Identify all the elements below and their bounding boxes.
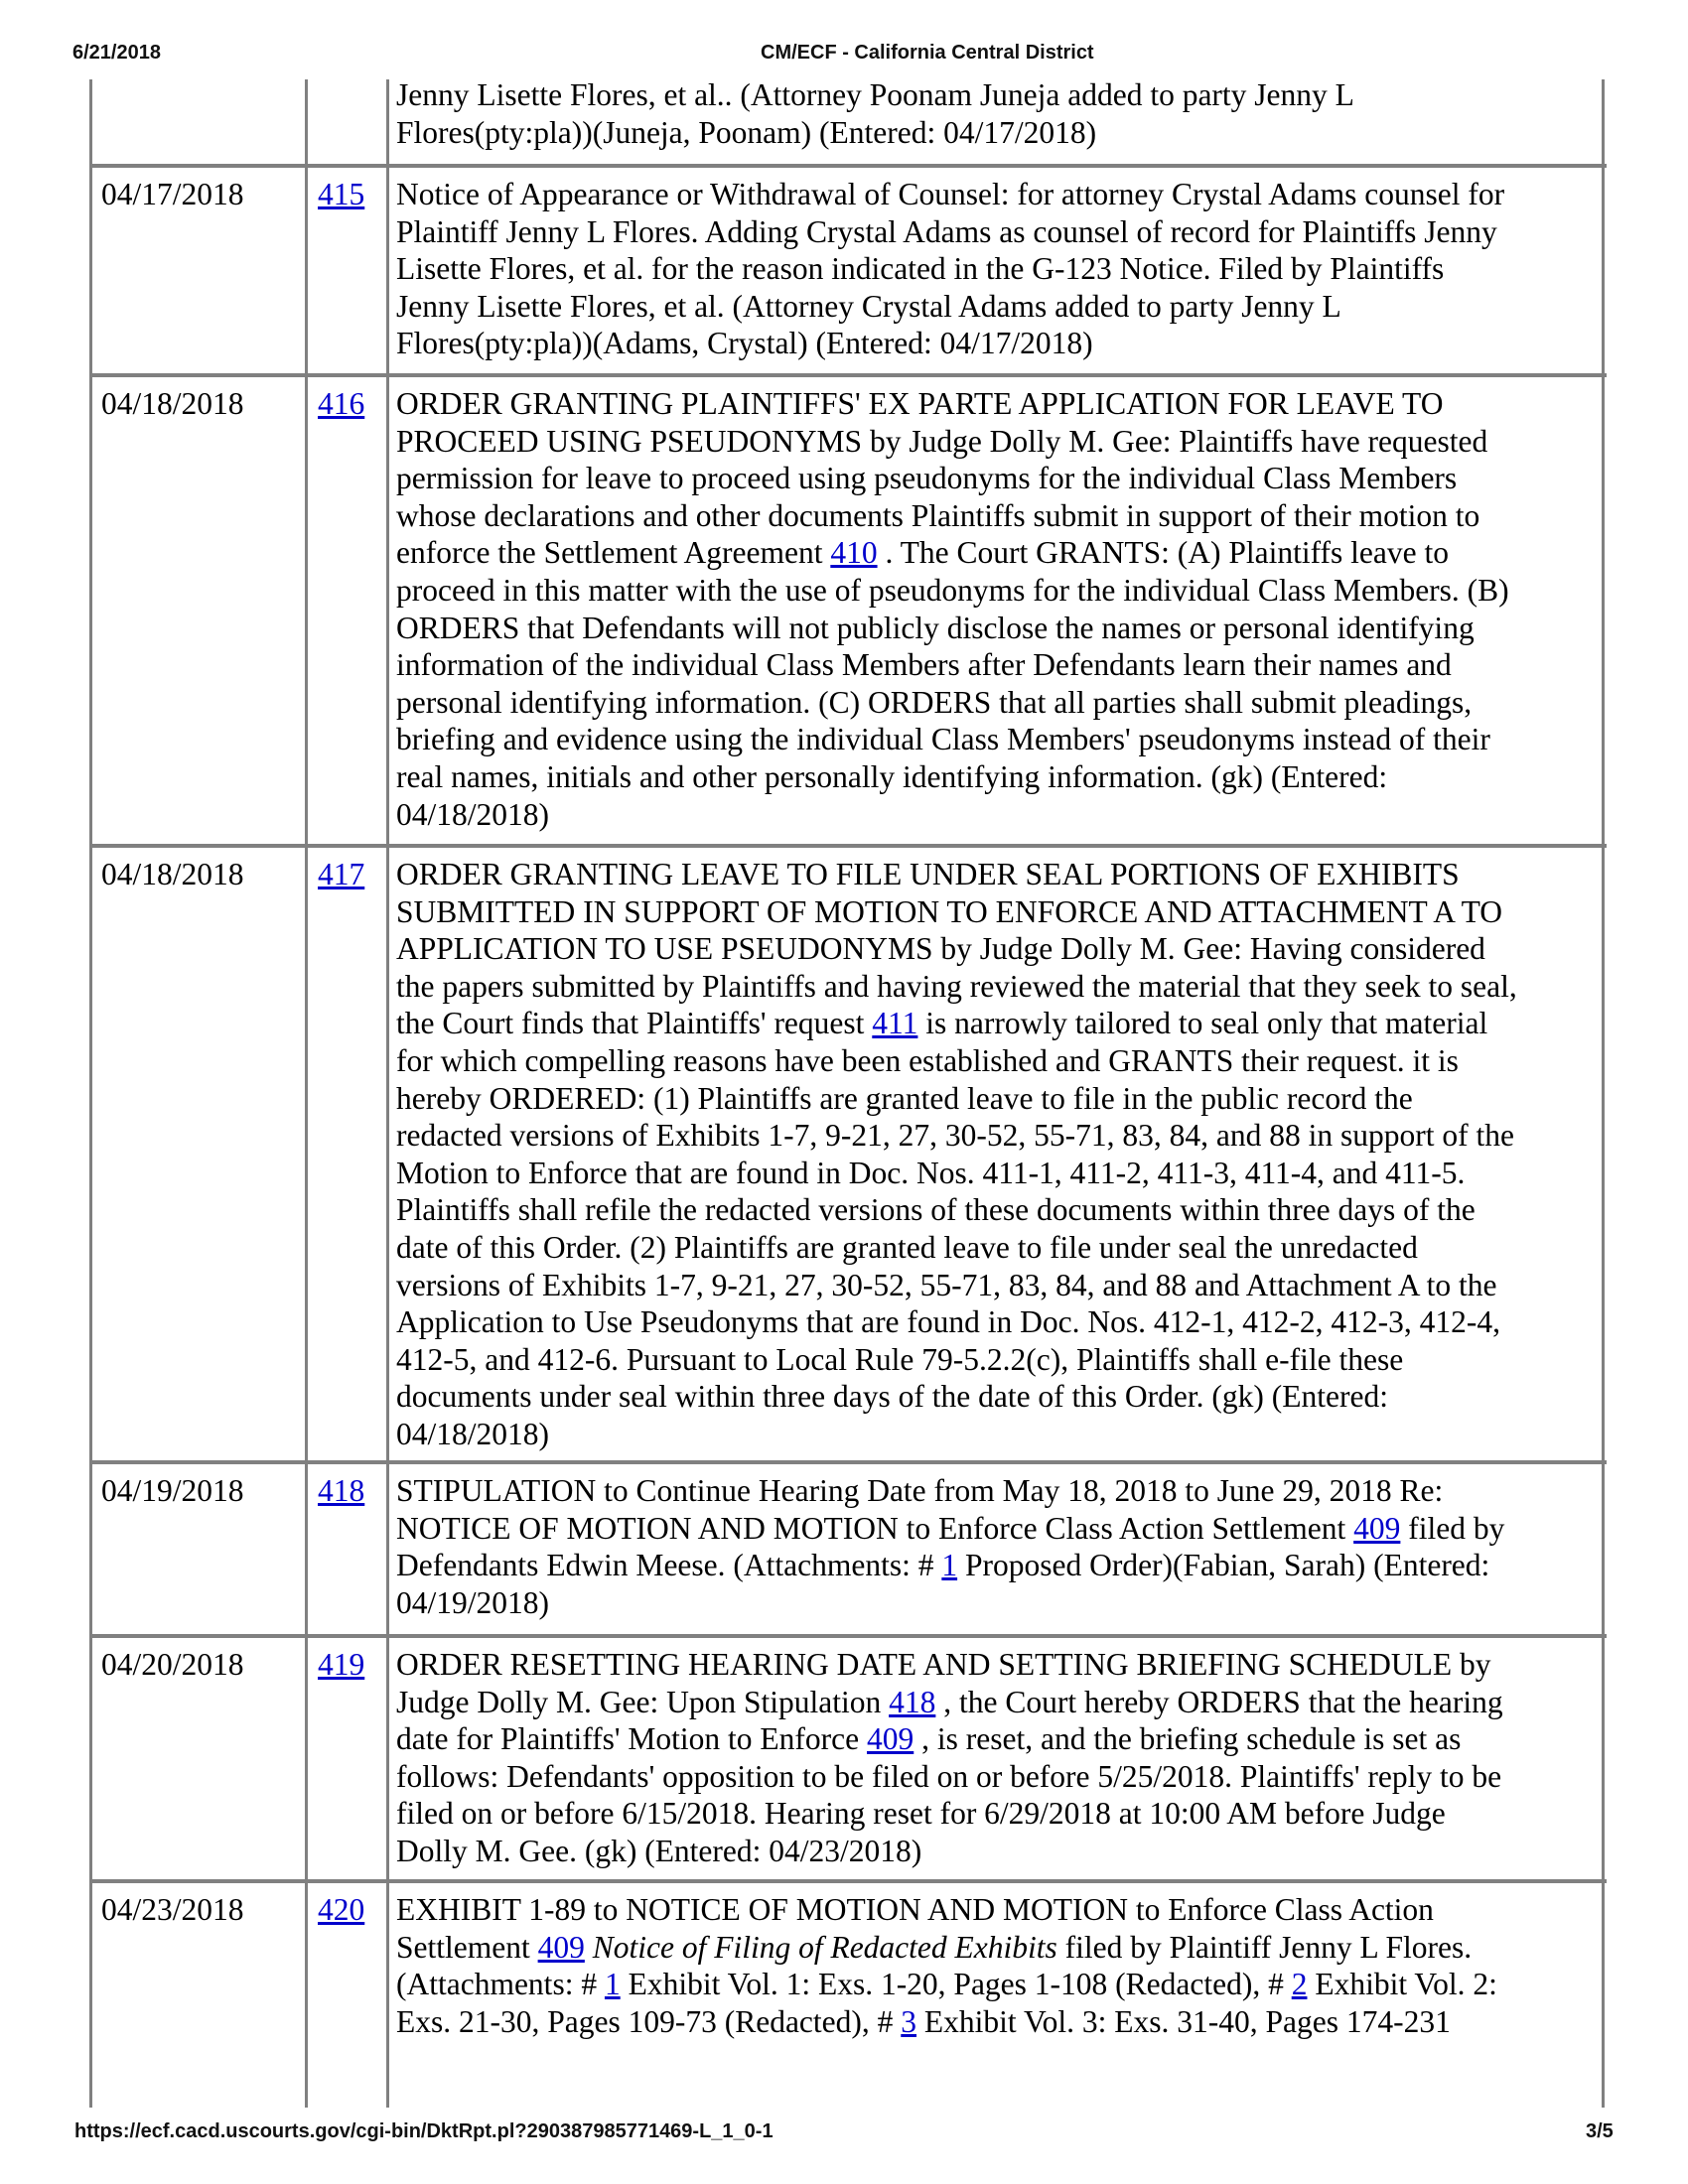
entry-text xyxy=(396,1891,1602,2040)
doc-link-409[interactable]: 409 xyxy=(1353,1510,1401,1546)
text-line: versions of Exhibits 1-7, 9-21, 27, 30-52, 55-71, 83, 84, and 88 and Attachment A to the xyxy=(396,1267,1497,1302)
text-segment: , the Court hereby ORDERS that the hearing xyxy=(935,1684,1503,1719)
text-line: proceed in this matter with the use of pseudonyms for the individual Class Members. (B) xyxy=(396,572,1509,608)
text-line: STIPULATION to Continue Hearing Date from May 18, 2018 to June 29, 2018 Re: xyxy=(396,1473,1444,1508)
doc-link-416[interactable]: 416 xyxy=(318,386,365,421)
row-divider xyxy=(89,1634,1607,1638)
attachment-link-3[interactable]: 3 xyxy=(901,2003,917,2039)
attachment-link-1[interactable]: 1 xyxy=(941,1548,958,1583)
text-line: permission for leave to proceed using pseudonyms for the individual Class Members xyxy=(396,461,1458,496)
text-line: APPLICATION TO USE PSEUDONYMS by Judge Dolly M. Gee: Having considered xyxy=(396,931,1485,967)
entry-text xyxy=(396,1646,1602,1870)
doc-link-411[interactable]: 411 xyxy=(872,1006,918,1041)
text-line: hereby ORDERED: (1) Plaintiffs are granted leave to file in the public record the xyxy=(396,1080,1413,1116)
text-segment: Exhibit Vol. 2: xyxy=(1307,1967,1497,2002)
text-line xyxy=(396,1929,1602,1967)
doc-link-418[interactable]: 418 xyxy=(889,1684,936,1719)
text-line: Motion to Enforce that are found in Doc. Nos. 411-1, 411-2, 411-3, 411-4, and 411-5. xyxy=(396,1155,1466,1190)
entry-date: 04/17/2018 xyxy=(101,177,244,211)
doc-link-420[interactable]: 420 xyxy=(318,1892,365,1927)
text-segment: enforce the Settlement Agreement xyxy=(396,535,831,571)
doc-link-418[interactable]: 418 xyxy=(318,1473,365,1508)
row-divider xyxy=(89,844,1607,848)
doc-link-419[interactable]: 419 xyxy=(318,1647,365,1682)
doc-link-409[interactable]: 409 xyxy=(867,1721,914,1757)
text-line: redacted versions of Exhibits 1-7, 9-21, 27, 30-52, 55-71, 83, 84, and 88 in support of the xyxy=(396,1118,1514,1154)
text-segment: the Court finds that Plaintiffs' request xyxy=(396,1006,873,1041)
text-line: EXHIBIT 1-89 to NOTICE OF MOTION AND MOTION to Enforce Class Action xyxy=(396,1892,1434,1927)
text-segment: is narrowly tailored to seal only that material xyxy=(917,1006,1488,1041)
entry-date: 04/18/2018 xyxy=(101,857,244,891)
text-line xyxy=(396,1720,1602,1758)
text-line: 04/18/2018) xyxy=(396,1416,549,1451)
table-border-left xyxy=(89,79,92,2108)
text-segment: date for Plaintiffs' Motion to Enforce xyxy=(396,1721,867,1757)
text-line: Notice of Appearance or Withdrawal of Counsel: for attorney Crystal Adams counsel for xyxy=(396,177,1505,211)
doc-link-417[interactable]: 417 xyxy=(318,857,365,891)
doc-link-415[interactable]: 415 xyxy=(318,177,365,211)
text-line: Jenny Lisette Flores, et al.. (Attorney Poonam Juneja added to party Jenny L xyxy=(396,77,1354,112)
print-date: 6/21/2018 xyxy=(72,42,161,64)
text-segment: NOTICE OF MOTION AND MOTION to Enforce Class Action Settlement xyxy=(396,1510,1354,1546)
row-divider xyxy=(89,1460,1607,1464)
row-divider xyxy=(89,1879,1607,1883)
text-line xyxy=(396,2003,1602,2041)
text-segment: Exhibit Vol. 1: Exs. 1-20, Pages 1-108 (Redacted), # xyxy=(620,1967,1292,2002)
text-line: 412-5, and 412-6. Pursuant to Local Rule 79-5.2.2(c), Plaintiffs shall e-file these xyxy=(396,1341,1404,1377)
text-line: PROCEED USING PSEUDONYMS by Judge Dolly M. Gee: Plaintiffs have requested xyxy=(396,423,1488,459)
entry-date: 04/19/2018 xyxy=(101,1473,244,1508)
row-divider xyxy=(89,164,1607,168)
text-line xyxy=(396,1005,1602,1042)
text-line: Jenny Lisette Flores, et al. (Attorney Crystal Adams added to party Jenny L xyxy=(396,288,1341,324)
text-line: SUBMITTED IN SUPPORT OF MOTION TO ENFORCE AND ATTACHMENT A TO xyxy=(396,893,1502,929)
entry-date: 04/20/2018 xyxy=(101,1647,244,1682)
entry-date: 04/18/2018 xyxy=(101,386,244,421)
attachment-link-1[interactable]: 1 xyxy=(604,1967,621,2002)
text-line: date of this Order. (2) Plaintiffs are granted leave to file under seal the unredacted xyxy=(396,1229,1418,1265)
text-segment: Proposed Order)(Fabian, Sarah) (Entered: xyxy=(957,1548,1490,1583)
doc-link-410[interactable]: 410 xyxy=(830,535,878,571)
text-segment: (Attachments: # xyxy=(396,1967,605,2002)
page-number: 3/5 xyxy=(1586,2120,1614,2142)
entry-text xyxy=(396,76,1602,151)
entry-text xyxy=(396,856,1602,1453)
row-divider xyxy=(89,373,1607,377)
entry-text xyxy=(396,176,1602,362)
text-line: whose declarations and other documents Plaintiffs submit in support of their motion to xyxy=(396,497,1480,533)
text-segment: , is reset, and the briefing schedule is set as xyxy=(914,1721,1462,1757)
text-line: 04/18/2018) xyxy=(396,796,549,832)
text-line: Plaintiffs shall refile the redacted versions of these documents within three days of the xyxy=(396,1192,1476,1228)
column-divider-doc xyxy=(386,79,389,2108)
page-title: CM/ECF - California Central District xyxy=(761,42,1094,64)
text-line: Application to Use Pseudonyms that are found in Doc. Nos. 412-1, 412-2, 412-3, 412-4, xyxy=(396,1304,1500,1340)
text-line: documents under seal within three days of the date of this Order. (gk) (Entered: xyxy=(396,1379,1388,1415)
text-line: ORDER GRANTING LEAVE TO FILE UNDER SEAL PORTIONS OF EXHIBITS xyxy=(396,857,1460,891)
text-line: Flores(pty:pla))(Juneja, Poonam) (Entered: 04/17/2018) xyxy=(396,114,1097,150)
text-line: the papers submitted by Plaintiffs and having reviewed the material that they seek to seal, xyxy=(396,968,1517,1004)
text-line: Flores(pty:pla))(Adams, Crystal) (Entered: 04/17/2018) xyxy=(396,326,1093,361)
text-segment: Exs. 21-30, Pages 109-73 (Redacted), # xyxy=(396,2003,902,2039)
text-line: real names, initials and other personally identifying information. (gk) (Entered: xyxy=(396,758,1388,794)
text-line: personal identifying information. (C) ORDERS that all parties shall submit pleadings, xyxy=(396,684,1473,720)
text-segment: Exhibit Vol. 3: Exs. 31-40, Pages 174-231 xyxy=(916,2003,1451,2039)
table-border-right xyxy=(1602,79,1605,2108)
column-divider-date xyxy=(305,79,308,2108)
text-line: ORDERS that Defendants will not publicly disclose the names or personal identifying xyxy=(396,610,1475,645)
text-line: filed on or before 6/15/2018. Hearing reset for 6/29/2018 at 10:00 AM before Judge xyxy=(396,1796,1446,1832)
text-line: follows: Defendants' opposition to be filed on or before 5/25/2018. Plaintiffs' reply to be xyxy=(396,1758,1502,1794)
attachment-link-2[interactable]: 2 xyxy=(1291,1967,1308,2002)
text-line xyxy=(396,1966,1602,2003)
text-line: for which compelling reasons have been established and GRANTS their request. it is xyxy=(396,1042,1459,1078)
entry-text xyxy=(396,385,1602,833)
italic-text-segment: Notice of Filing of Redacted Exhibits xyxy=(584,1929,1057,1965)
text-segment: filed by xyxy=(1400,1510,1505,1546)
text-segment: Defendants Edwin Meese. (Attachments: # xyxy=(396,1548,942,1583)
entry-text xyxy=(396,1472,1602,1621)
text-line: Dolly M. Gee. (gk) (Entered: 04/23/2018) xyxy=(396,1833,922,1868)
doc-link-409[interactable]: 409 xyxy=(537,1929,585,1965)
text-line xyxy=(396,1547,1602,1584)
page-url: https://ecf.cacd.uscourts.gov/cgi-bin/DktRpt.pl?290387985771469-L_1_0-1 xyxy=(74,2120,774,2142)
text-line xyxy=(396,1684,1602,1721)
text-line: 04/19/2018) xyxy=(396,1584,549,1620)
text-line: Plaintiff Jenny L Flores. Adding Crystal Adams as counsel of record for Plaintiffs Jenny xyxy=(396,213,1497,249)
text-line: information of the individual Class Members after Defendants learn their names and xyxy=(396,647,1452,683)
text-segment: . The Court GRANTS: (A) Plaintiffs leave to xyxy=(877,535,1449,571)
text-line: Lisette Flores, et al. for the reason indicated in the G-123 Notice. Filed by Plaintiffs xyxy=(396,251,1445,287)
entry-date: 04/23/2018 xyxy=(101,1892,244,1927)
text-line xyxy=(396,534,1602,572)
text-segment: filed by Plaintiff Jenny L Flores. xyxy=(1056,1929,1473,1965)
text-line: briefing and evidence using the individual Class Members' pseudonyms instead of their xyxy=(396,722,1490,757)
text-line: ORDER GRANTING PLAINTIFFS' EX PARTE APPLICATION FOR LEAVE TO xyxy=(396,386,1444,421)
text-segment: Settlement xyxy=(396,1929,538,1965)
text-segment: Judge Dolly M. Gee: Upon Stipulation xyxy=(396,1684,890,1719)
text-line xyxy=(396,1510,1602,1548)
text-line: ORDER RESETTING HEARING DATE AND SETTING BRIEFING SCHEDULE by xyxy=(396,1647,1491,1682)
